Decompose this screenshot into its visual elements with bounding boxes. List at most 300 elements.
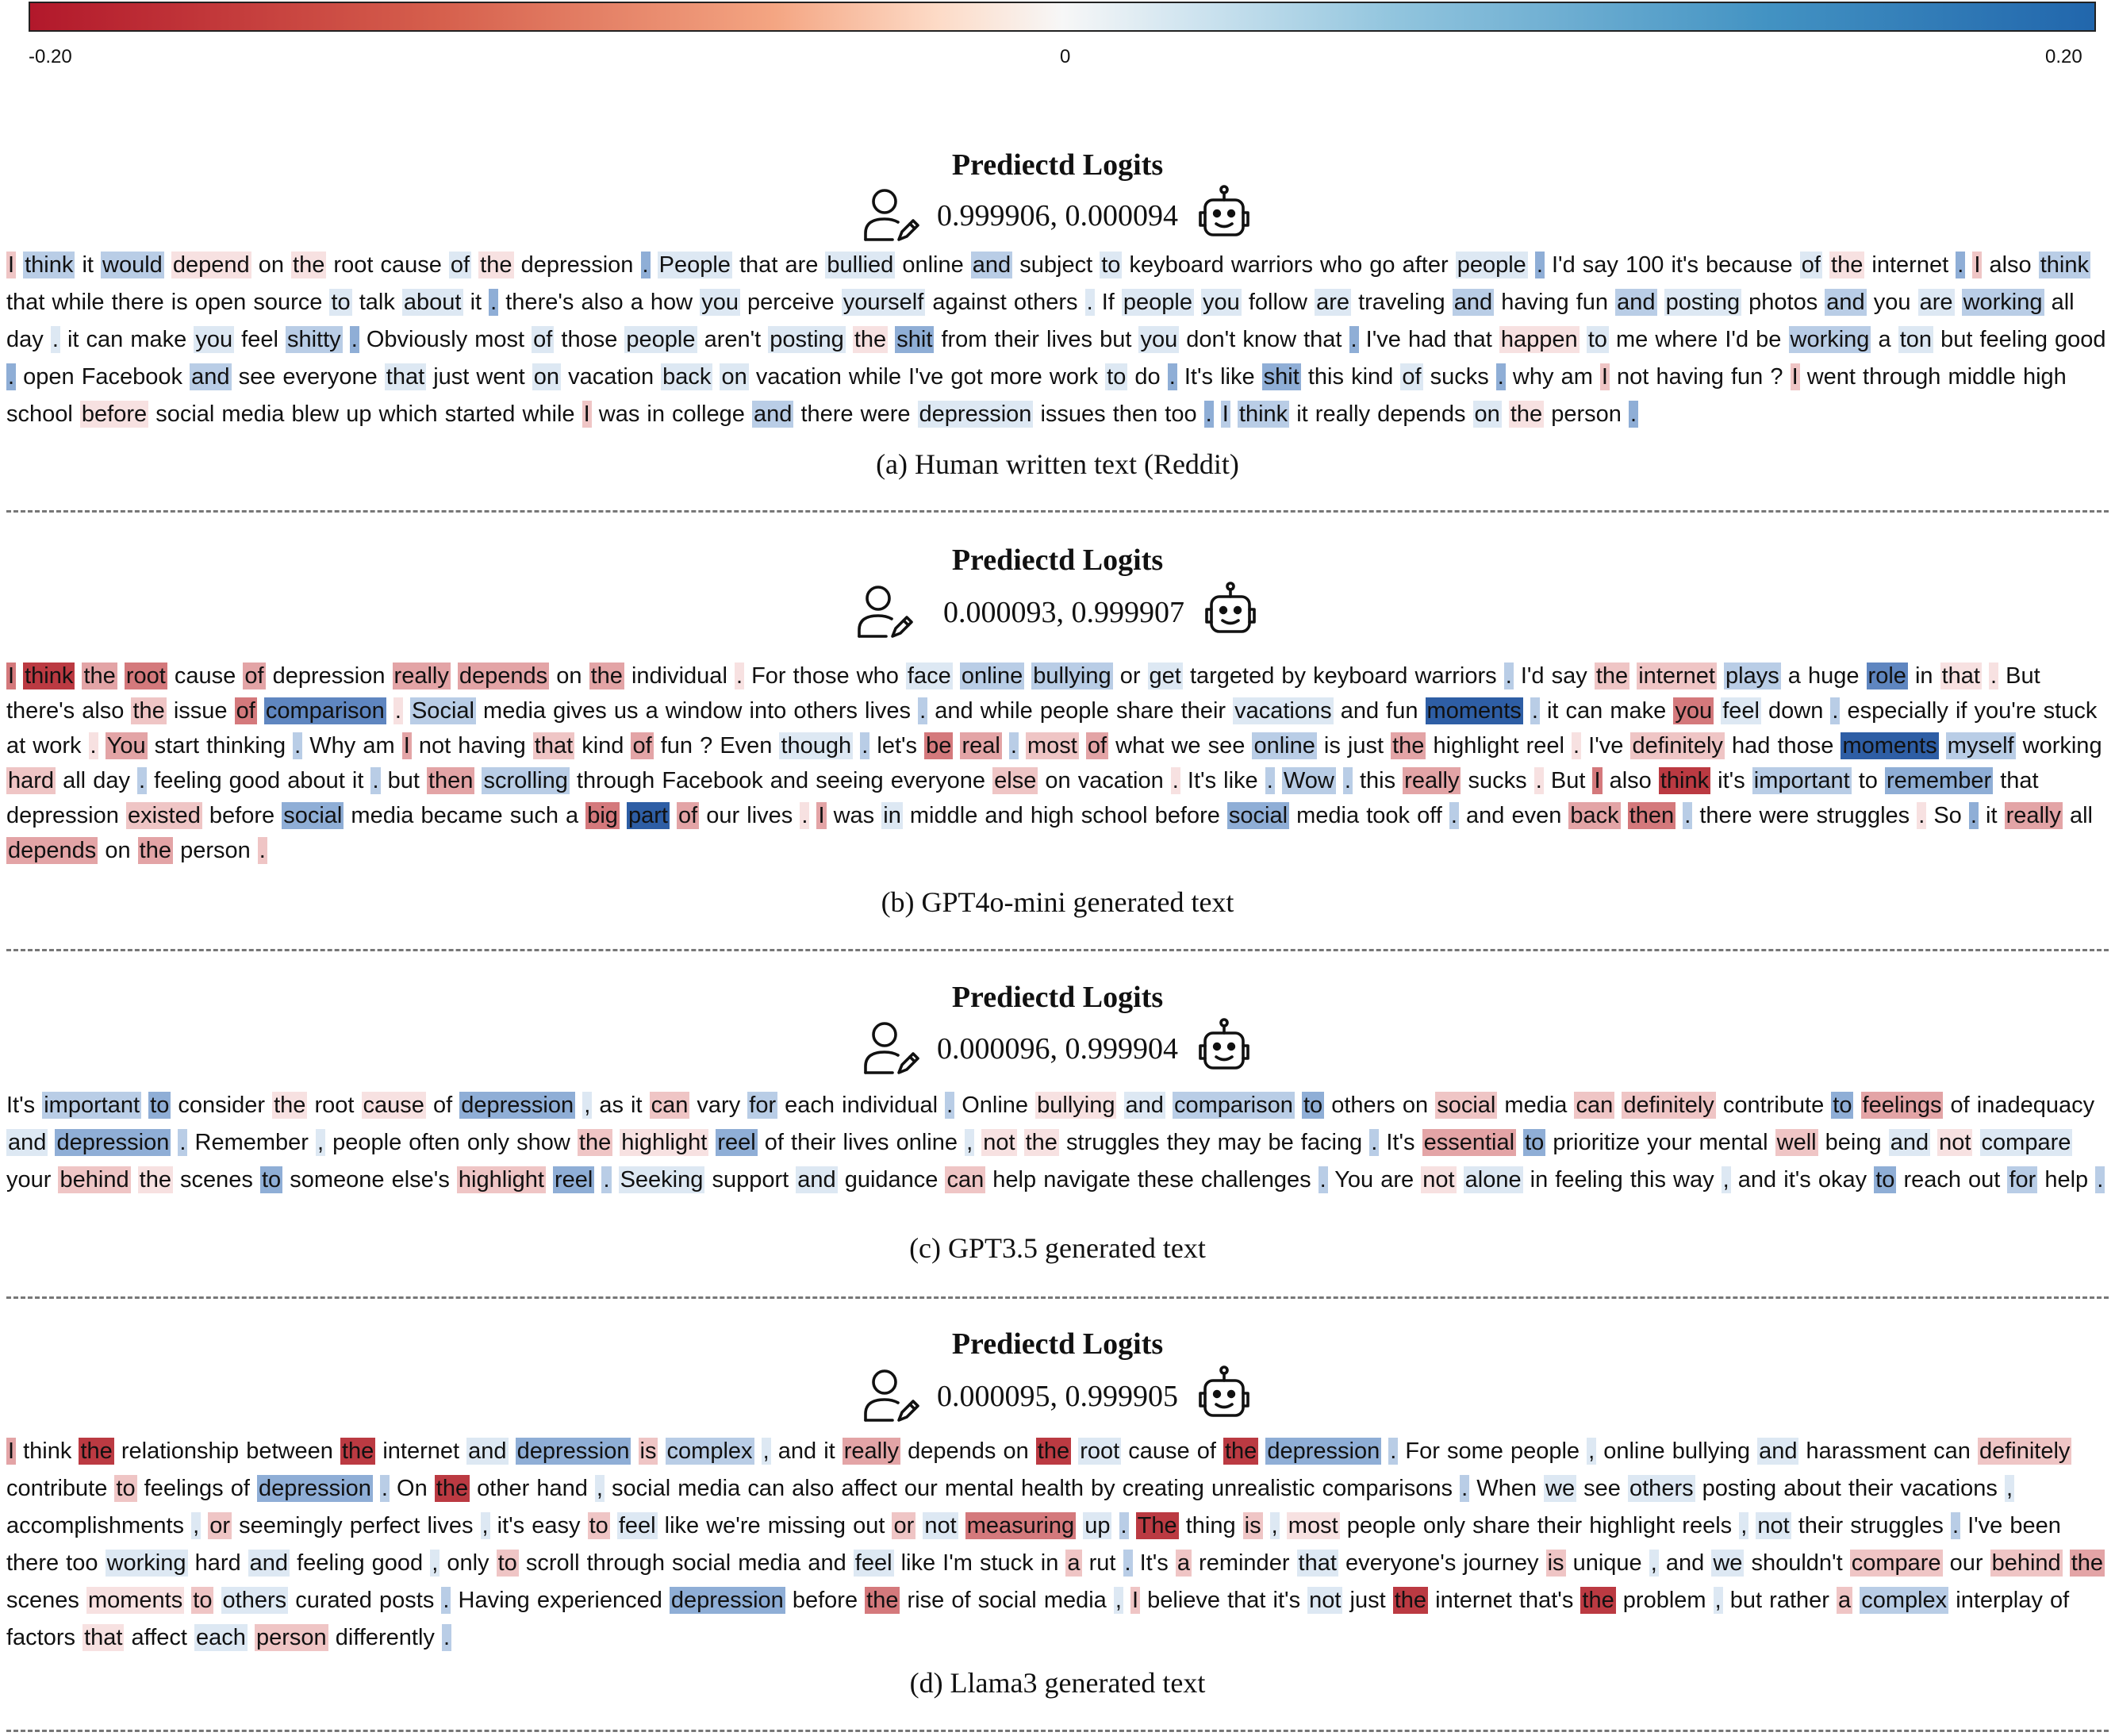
token-highlight: vacations [1234,698,1332,724]
token-highlight: working [1790,327,1870,352]
token-highlight: myself [1947,733,2014,759]
token-highlight: on [721,364,747,390]
token-highlight: can [651,1093,689,1118]
token-highlight: people [1123,290,1192,315]
token-highlight: the [590,663,623,689]
token-highlight: definitely [1632,733,1723,759]
token-highlight: . [259,838,266,863]
token-highlight: depression [56,1130,170,1155]
token-highlight: people [626,327,696,352]
robot-icon [1194,1017,1254,1081]
token-highlight: . [801,803,808,828]
token-highlight: and [249,1550,289,1576]
token-highlight: the [1582,1588,1614,1613]
token-highlight: get [1149,663,1181,689]
token-highlight: is [1244,1513,1261,1538]
separator-c [6,1296,2109,1299]
token-highlight: . [1531,698,1538,724]
token-highlight: . [490,290,497,315]
token-highlight: . [735,663,743,689]
token-highlight: and [1617,290,1656,315]
token-highlight: and [1453,290,1493,315]
token-highlight: , [596,1476,603,1501]
panel-c-logits-row [0,1009,2115,1089]
token-highlight: that [84,1625,123,1650]
panel-c-token-text: It's important to consider the root cause of depression , as it can vary for each individual . Online bullying and comparison to others on social media can definitely contribute to feelings of inadequacy and depression . Remember , people often only show the highlight reel of their lives online , not the struggles they may be facing . It's essential to prioritize your mental well being and not compare your behind the scenes to someone else's highlight reel . Seeking support and guidance can help navigate these challenges . You are not alone in feeling this way , and it's okay to reach out for help . [6,1093,2104,1193]
token-highlight: the [1224,1438,1257,1464]
panel-c-title: Prediectd Logits [951,981,1164,1014]
token-highlight: . [642,252,649,278]
token-highlight: to [1303,1093,1323,1118]
token-highlight: would [102,252,163,278]
panel-d-title: Prediectd Logits [951,1327,1164,1361]
token-highlight: remember [1886,768,1992,793]
token-highlight: . [603,1167,610,1193]
token-highlight: . [2097,1167,2104,1193]
token-highlight: , [2006,1476,2013,1501]
token-highlight: part [628,803,668,828]
token-highlight: depression [919,401,1032,427]
colorbar-mid-label: 0 [1060,46,1071,67]
panel-c-caption: (c) GPT3.5 generated text [909,1232,1206,1264]
token-highlight: the [1831,252,1864,278]
token-highlight: others [1629,1476,1694,1501]
token-highlight: , [193,1513,200,1538]
token-highlight: that [1941,663,1980,689]
panel-a-caption: (a) Human written text (Reddit) [876,448,1239,480]
token-highlight: depression [461,1093,574,1118]
token-highlight: the [866,1588,899,1613]
token-highlight: the [578,1130,612,1155]
token-highlight: . [351,327,358,352]
token-highlight: moments [1426,698,1522,724]
panel-b-token-text: I think the root cause of depression really depends on the individual . For those who face online bullying or get targeted by keyboard warriors . I'd say the internet plays a huge role in that . But there's also the issue of comparison . Social media gives us a window into others lives . and while people share their vacations and fun moments . it can make you feel down . especially if you're stuck at work . You start thinking . Why am I not having that kind of fun ? Even though . let's be real . most of what we see online is just the highlight reel . I've definitely had those moments myself working hard all day . feeling good about it . but then scrolling through Facebook and seeing everyone else on vacation . It's like . Wow . this really sucks . But I also think it's important to remember that depression existed before social media became such a big part of our lives . I was in middle and high school before social media took off . and even back then . there were struggles . So . it really all depends on the person . [6,663,2102,863]
token-highlight: . [1350,327,1357,352]
token-highlight: depression [1267,1438,1380,1464]
token-highlight: you [1203,290,1240,315]
token-highlight: . [1086,290,1093,315]
token-highlight: really [393,663,449,689]
token-highlight: . [946,1093,954,1118]
token-highlight: . [179,1130,186,1155]
token-highlight: Social [411,698,474,724]
colorbar-max-label: 0.20 [2045,46,2082,67]
token-highlight: back [662,364,712,390]
token-highlight: not [1309,1588,1342,1613]
token-highlight: compare [1851,1550,1941,1576]
token-highlight: definitely [1623,1093,1714,1118]
token-highlight: you [195,327,233,352]
token-highlight: social [1437,1093,1496,1118]
token-highlight: working [1963,290,2043,315]
token-highlight: . [443,1625,451,1650]
token-highlight: of [450,252,470,278]
token-highlight: or [209,1513,231,1538]
token-highlight: the [1510,401,1543,427]
token-highlight: , [317,1130,324,1155]
token-highlight: think [1238,401,1288,427]
token-highlight: . [1832,698,1839,724]
token-highlight: . [1918,803,1925,828]
token-highlight: working [106,1550,186,1576]
token-highlight: not [1757,1513,1790,1538]
token-highlight: I [1601,364,1608,390]
token-highlight: I [1222,401,1229,427]
token-highlight: , [1588,1438,1595,1464]
token-highlight: and [1890,1130,1929,1155]
token-highlight: are [1316,290,1349,315]
token-highlight: most [1027,733,1077,759]
token-highlight: , [966,1130,973,1155]
token-highlight: of [1801,252,1821,278]
token-highlight: I [1132,1588,1139,1613]
token-highlight: . [1497,364,1504,390]
token-highlight: root [1080,1438,1120,1464]
token-highlight: . [1629,401,1637,427]
token-highlight: think [1660,768,1710,793]
token-highlight: . [1120,1513,1127,1538]
token-highlight: face [907,663,951,689]
token-highlight: shit [896,327,933,352]
token-highlight: and [754,401,793,427]
token-highlight: not [1422,1167,1455,1193]
token-highlight: of [1402,364,1422,390]
panel-a-token-text: I think it would depend on the root cause of the depression . People that are bullied online and subject to keyboard warriors who go after people . I'd say 100 it's because of the internet . I also think that while there is open source to talk about it . there's also a how you perceive yourself against others . If people you follow are traveling and having fun and posting photos and you are working all day . it can make you feel shitty . Obviously most of those people aren't posting the shit from their lives but you don't know that . I've had that happen to me where I'd be working a ton but feeling good . open Facebook and see everyone that just went on vacation back on vacation while I've got more work to do . It's like shit this kind of sucks . why am I not having fun ? I went through middle high school before social media blew up which started while I was in college and there were depression issues then too . I think it really depends on the person . [6,252,2106,427]
token-highlight: feelings [1862,1093,1942,1118]
token-highlight: cause [363,1093,424,1118]
token-highlight: feel [854,1550,892,1576]
token-highlight: most [1288,1513,1338,1538]
token-highlight: I [8,1438,15,1464]
token-highlight: big [587,803,618,828]
token-highlight: to [116,1476,136,1501]
token-highlight: and [797,1167,836,1193]
token-highlight: . [1970,803,1977,828]
token-highlight: . [1390,1438,1397,1464]
token-highlight: the [83,663,116,689]
token-highlight: . [394,698,401,724]
token-highlight: depends [459,663,548,689]
token-highlight: think [25,252,74,278]
token-highlight: . [381,1476,388,1501]
token-highlight: to [1107,364,1127,390]
token-highlight: existed [127,803,201,828]
token-highlight: think [2040,252,2089,278]
token-highlight: , [1271,1513,1278,1538]
token-highlight: . [1535,768,1542,793]
token-highlight: shit [1263,364,1299,390]
token-highlight: depression [258,1476,371,1501]
panel-a-logits-row [0,176,2115,255]
token-highlight: online [961,663,1023,689]
token-highlight: . [1205,401,1212,427]
token-highlight: of [533,327,553,352]
token-highlight: the [139,1167,171,1193]
token-highlight: we [1545,1476,1576,1501]
token-highlight: , [584,1093,591,1118]
token-highlight: I [8,252,15,278]
token-highlight: . [90,733,97,759]
token-highlight: . [1124,1550,1131,1576]
token-highlight: to [193,1588,213,1613]
token-highlight: you [701,290,739,315]
token-highlight: the [436,1476,469,1501]
panel-b-title: Prediectd Logits [951,543,1164,577]
token-highlight: posting [1665,290,1741,315]
token-highlight: up [1084,1513,1111,1538]
token-highlight: . [1344,768,1351,793]
token-highlight: feel [618,1513,656,1538]
token-highlight: People [658,252,731,278]
token-highlight: to [1101,252,1121,278]
token-highlight: or [893,1513,915,1538]
token-highlight: role [1867,663,1906,689]
token-highlight: comparison [265,698,385,724]
token-highlight: the [274,1093,306,1118]
token-highlight: I [403,733,410,759]
token-highlight: well [1776,1130,1817,1155]
token-highlight: . [1461,1476,1468,1501]
token-highlight: really [1404,768,1460,793]
token-highlight: . [1957,252,1964,278]
token-highlight: root [125,663,166,689]
token-highlight: happen [1500,327,1578,352]
token-highlight: , [1722,1167,1729,1193]
token-highlight: about [403,290,462,315]
token-highlight: , [432,1550,439,1576]
token-highlight: can [1576,1093,1614,1118]
user-pen-icon [861,184,921,248]
token-highlight: of [632,733,652,759]
token-highlight: the [1595,663,1629,689]
token-highlight: . [1172,768,1179,793]
token-highlight: you [1675,698,1713,724]
panel-b-logits: 0.000093, 0.999907 [943,596,1184,629]
token-highlight: then [428,768,474,793]
token-highlight: can [946,1167,985,1193]
token-highlight: bullying [1033,663,1111,689]
token-highlight: to [261,1167,282,1193]
token-highlight: . [1319,1167,1326,1193]
token-highlight: I [1974,252,1981,278]
token-highlight: bullied [827,252,894,278]
token-highlight: . [919,698,927,724]
panel-d-caption: (d) Llama3 generated text [909,1667,1206,1699]
token-highlight: I [583,401,590,427]
token-highlight: the [80,1438,113,1464]
token-highlight: internet [1638,663,1715,689]
token-highlight: of [678,803,698,828]
token-highlight: is [639,1438,657,1464]
token-highlight: social [283,803,343,828]
token-highlight: important [1753,768,1850,793]
token-highlight: posting [770,327,844,352]
token-highlight: and [1759,1438,1798,1464]
token-highlight: . [1010,733,1017,759]
token-highlight: else [994,768,1037,793]
token-highlight: and [8,1130,47,1155]
token-highlight: . [1169,364,1176,390]
token-highlight: the [480,252,512,278]
token-highlight: be [926,733,952,759]
token-highlight: the [293,252,325,278]
token-highlight: complex [666,1438,753,1464]
panel-d-token-text: I think the relationship between the internet and depression is complex , and it really depends on the root cause of the depression . For some people , online bullying and harassment can definitely contribute to feelings of depression . On the other hand , social media can also affect our mental health by creating unrealistic comparisons . When we see others posting about their vacations , accomplishments , or seemingly perfect lives , it's easy to feel like we're missing out or not measuring up . The thing is , most people only share their highlight reels , not their struggles . I've been there too working hard and feeling good , only to scroll through social media and feel like I'm stuck in a rut . It's a reminder that everyone's journey is unique , and we shouldn't compare our behind the scenes moments to others curated posts . Having experienced depression before the rise of social media , I believe that it's not just the internet that's the problem , but rather a complex interplay of factors that affect each person differently . [6,1438,2104,1650]
token-highlight: . [1684,803,1691,828]
token-highlight: depression [670,1588,784,1613]
token-highlight: to [1587,327,1607,352]
token-highlight: feel [1722,698,1760,724]
token-highlight: on [533,364,560,390]
token-highlight: . [8,364,15,390]
token-highlight: and [972,252,1011,278]
token-highlight: in [883,803,901,828]
panel-b-logits-row [0,573,2115,652]
token-highlight: compare [1981,1130,2071,1155]
user-pen-icon [854,581,915,645]
token-highlight: a [1837,1588,1852,1613]
token-highlight: to [150,1093,170,1118]
token-highlight: , [1650,1550,1657,1576]
token-highlight: and [191,364,230,390]
token-highlight: highlight [621,1130,708,1155]
token-highlight: behind [59,1167,129,1193]
token-highlight: . [52,327,59,352]
token-highlight: real [962,733,1000,759]
token-highlight: of [236,698,255,724]
token-highlight: . [1573,733,1580,759]
token-highlight: each [196,1625,246,1650]
token-highlight: ton [1899,327,1933,352]
token-highlight: I [1791,364,1798,390]
token-highlight: to [1525,1130,1545,1155]
token-highlight: and [1826,290,1865,315]
token-highlight: the [132,698,165,724]
token-highlight: back [1570,803,1619,828]
token-highlight: , [1115,1588,1122,1613]
robot-icon [1194,184,1254,248]
token-highlight: bullying [1037,1093,1115,1118]
token-highlight: . [1536,252,1543,278]
token-highlight: , [482,1513,489,1538]
token-highlight: shitty [286,327,341,352]
token-highlight: the [341,1438,374,1464]
colorbar-min-label: -0.20 [29,46,72,67]
separator-d [6,1730,2109,1732]
token-highlight: depend [172,252,250,278]
token-highlight: of [244,663,264,689]
token-highlight: You [106,733,146,759]
token-highlight: before [81,401,148,427]
user-pen-icon [861,1365,921,1429]
separator-a [6,510,2109,513]
token-highlight: reel [555,1167,593,1193]
token-highlight: the [2071,1550,2104,1576]
token-highlight: . [1505,663,1512,689]
panel-d-logits-row [0,1357,2115,1436]
token-highlight: that [1298,1550,1337,1576]
token-highlight: behind [1991,1550,2061,1576]
token-highlight: the [1025,1130,1058,1155]
token-highlight: to [1833,1093,1852,1118]
token-highlight: moments [87,1588,183,1613]
token-highlight: comparison [1173,1093,1293,1118]
token-highlight: that [386,364,425,390]
token-highlight: measuring [966,1513,1075,1538]
token-highlight: the [1394,1588,1427,1613]
token-highlight: . [1371,1130,1378,1155]
token-highlight: think [25,663,74,689]
token-highlight: are [1919,290,1953,315]
token-highlight: definitely [1979,1438,2071,1464]
panel-b-caption: (b) GPT4o-mini generated text [881,886,1234,918]
token-highlight: on [1474,401,1500,427]
token-highlight: , [1714,1588,1722,1613]
token-highlight: is [1547,1550,1564,1576]
token-highlight: to [497,1550,517,1576]
token-highlight: highlight [458,1167,544,1193]
token-highlight: not [983,1130,1015,1155]
panel-a-title: Prediectd Logits [951,148,1164,182]
token-highlight: the [854,327,887,352]
token-highlight: to [331,290,351,315]
token-highlight: . [1952,1513,1960,1538]
robot-icon [1200,581,1261,645]
token-highlight: the [1037,1438,1070,1464]
token-highlight: . [862,733,869,759]
token-highlight: hard [8,768,55,793]
user-pen-icon [861,1017,921,1081]
panel-d-logits: 0.000095, 0.999905 [937,1380,1178,1413]
token-highlight: I [8,663,15,689]
token-highlight: . [1450,803,1457,828]
robot-icon [1194,1365,1254,1429]
token-highlight: we [1713,1550,1743,1576]
panel-c-logits: 0.000096, 0.999904 [937,1032,1178,1066]
token-highlight: alone [1464,1167,1522,1193]
token-highlight: . [1266,768,1273,793]
token-highlight: complex [1861,1588,1948,1613]
token-highlight: , [1741,1513,1748,1538]
token-highlight: . [443,1588,450,1613]
panel-a-logits: 0.999906, 0.000094 [937,199,1178,232]
token-highlight: to [1875,1167,1895,1193]
token-highlight: Wow [1283,768,1334,793]
token-highlight: that [534,733,574,759]
token-highlight: important [44,1093,140,1118]
token-highlight: online [1253,733,1315,759]
token-highlight: you [1140,327,1178,352]
token-highlight: depends [8,838,97,863]
token-highlight: then [1629,803,1675,828]
token-highlight: . [372,768,379,793]
token-highlight: the [1392,733,1425,759]
token-highlight: a [1067,1550,1081,1576]
token-highlight: yourself [843,290,924,315]
separator-b [6,949,2109,951]
token-highlight: though [781,733,852,759]
token-highlight: for [749,1093,777,1118]
token-highlight: not [924,1513,957,1538]
token-highlight: scrolling [483,768,568,793]
token-highlight: . [294,733,301,759]
token-highlight: person [255,1625,327,1650]
token-highlight: not [1939,1130,1971,1155]
token-highlight: Seeking [620,1167,704,1193]
token-highlight: . [139,768,146,793]
token-highlight: The [1137,1513,1177,1538]
token-highlight: really [843,1438,900,1464]
